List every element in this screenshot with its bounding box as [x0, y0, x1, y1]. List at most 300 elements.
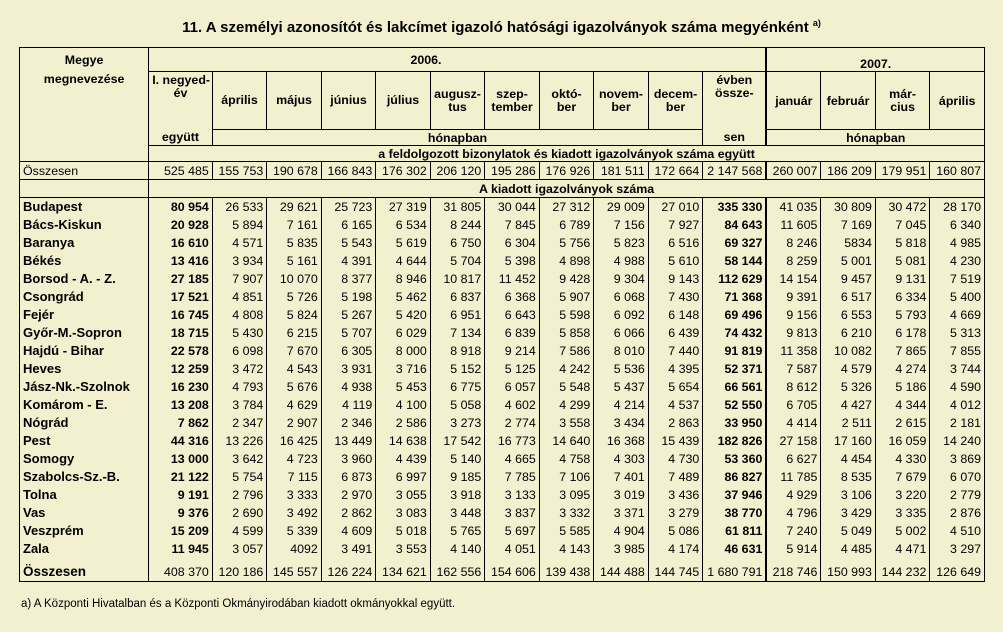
- header-honapban-2006: hónapban: [212, 130, 703, 146]
- value-cell: 8 244: [430, 216, 485, 234]
- value-cell: 5 756: [539, 234, 594, 252]
- value-cell: 66 561: [703, 378, 767, 396]
- value-cell: 155 753: [212, 162, 267, 180]
- value-cell: 6 839: [485, 324, 540, 342]
- value-cell: 4 174: [648, 540, 703, 558]
- value-cell: 7 156: [594, 216, 649, 234]
- value-cell: 525 485: [149, 162, 213, 180]
- table-row: [20, 342, 985, 360]
- value-cell: 26 533: [212, 198, 267, 216]
- value-cell: 4 602: [485, 396, 540, 414]
- value-cell: 11 605: [766, 216, 821, 234]
- header-year-2006-end: [703, 48, 767, 72]
- value-cell: 44 316: [149, 432, 213, 450]
- value-cell: 6 553: [821, 306, 876, 324]
- value-cell: 7 240: [766, 522, 821, 540]
- value-cell: 8 535: [821, 468, 876, 486]
- header-month-2007-apr: április: [930, 72, 985, 130]
- header-month-2006-sep: szep- tember: [485, 72, 540, 130]
- value-cell: 4 414: [766, 414, 821, 432]
- row-label: Csongrád: [20, 288, 149, 306]
- value-cell: 5 186: [875, 378, 930, 396]
- value-cell: 4 808: [212, 306, 267, 324]
- value-cell: 4 669: [930, 306, 985, 324]
- value-cell: 5 437: [594, 378, 649, 396]
- value-cell: 5 754: [212, 468, 267, 486]
- value-cell: 7 865: [875, 342, 930, 360]
- value-cell: 6 068: [594, 288, 649, 306]
- value-cell: 3 297: [930, 540, 985, 558]
- value-cell: 16 230: [149, 378, 213, 396]
- value-cell: 186 209: [821, 162, 876, 180]
- value-cell: 4 985: [930, 234, 985, 252]
- value-cell: 172 664: [648, 162, 703, 180]
- row-label: Tolna: [20, 486, 149, 504]
- value-cell: 7 785: [485, 468, 540, 486]
- value-cell: 16 368: [594, 432, 649, 450]
- value-cell: 144 232: [875, 564, 930, 582]
- value-cell: 13 416: [149, 252, 213, 270]
- value-cell: 5 081: [875, 252, 930, 270]
- value-cell: 7 161: [267, 216, 322, 234]
- value-cell: 27 312: [539, 198, 594, 216]
- value-cell: 3 553: [376, 540, 431, 558]
- value-cell: 4 242: [539, 360, 594, 378]
- value-cell: 91 819: [703, 342, 767, 360]
- value-cell: 41 035: [766, 198, 821, 216]
- header-month-2006-oct: októ- ber: [539, 72, 594, 130]
- value-cell: 1 680 791: [703, 564, 767, 582]
- table-row: [20, 432, 985, 450]
- value-cell: 7 845: [485, 216, 540, 234]
- table-row: [20, 306, 985, 324]
- value-cell: 144 488: [594, 564, 649, 582]
- value-cell: 12 259: [149, 360, 213, 378]
- value-cell: 176 926: [539, 162, 594, 180]
- value-cell: 166 843: [321, 162, 376, 180]
- value-cell: 5 543: [321, 234, 376, 252]
- value-cell: 74 432: [703, 324, 767, 342]
- value-cell: 7 862: [149, 414, 213, 432]
- value-cell: 7 907: [212, 270, 267, 288]
- value-cell: 21 122: [149, 468, 213, 486]
- value-cell: 3 429: [821, 504, 876, 522]
- value-cell: 13 449: [321, 432, 376, 450]
- row-label: Jász-Nk.-Szolnok: [20, 378, 149, 396]
- value-cell: 3 057: [212, 540, 267, 558]
- value-cell: 5 907: [539, 288, 594, 306]
- value-cell: 126 649: [930, 564, 985, 582]
- value-cell: 4 723: [267, 450, 322, 468]
- value-cell: 8 246: [766, 234, 821, 252]
- value-cell: 7 134: [430, 324, 485, 342]
- value-cell: 9 304: [594, 270, 649, 288]
- value-cell: 6 951: [430, 306, 485, 324]
- table-row: [20, 396, 985, 414]
- value-cell: 5 420: [376, 306, 431, 324]
- value-cell: 7 106: [539, 468, 594, 486]
- value-cell: 3 491: [321, 540, 376, 558]
- value-cell: 4 609: [321, 522, 376, 540]
- value-cell: 5 326: [821, 378, 876, 396]
- value-cell: 6 789: [539, 216, 594, 234]
- value-cell: 16 425: [267, 432, 322, 450]
- value-cell: 6 092: [594, 306, 649, 324]
- value-cell: 53 360: [703, 450, 767, 468]
- value-cell: 3 055: [376, 486, 431, 504]
- value-cell: 5 707: [321, 324, 376, 342]
- header-megye: Megye: [20, 48, 149, 72]
- value-cell: 9 143: [648, 270, 703, 288]
- value-cell: 18 715: [149, 324, 213, 342]
- value-cell: 7 679: [875, 468, 930, 486]
- value-cell: 260 007: [766, 162, 821, 180]
- value-cell: 5 001: [821, 252, 876, 270]
- value-cell: 3 332: [539, 504, 594, 522]
- value-cell: 9 813: [766, 324, 821, 342]
- value-cell: 17 521: [149, 288, 213, 306]
- table-row: [20, 504, 985, 522]
- value-cell: 190 678: [267, 162, 322, 180]
- table-title: 11. A személyi azonosítót és lakcímet igazoló hatósági igazolványok száma megyénként $^{a)}$: [182, 18, 821, 36]
- value-cell: 218 746: [766, 564, 821, 582]
- value-cell: 5 654: [648, 378, 703, 396]
- value-cell: 144 745: [648, 564, 703, 582]
- table-row: [20, 360, 985, 378]
- value-cell: 4 796: [766, 504, 821, 522]
- value-cell: 5 398: [485, 252, 540, 270]
- value-cell: 2 586: [376, 414, 431, 432]
- value-cell: 162 556: [430, 564, 485, 582]
- row-label: Borsod - A. - Z.: [20, 270, 149, 288]
- value-cell: 4 471: [875, 540, 930, 558]
- table-row: [20, 324, 985, 342]
- value-cell: 9 156: [766, 306, 821, 324]
- value-cell: 46 631: [703, 540, 767, 558]
- value-cell: 13 226: [212, 432, 267, 450]
- value-cell: 2 147 568: [703, 162, 767, 180]
- value-cell: 5 894: [212, 216, 267, 234]
- value-cell: 2 511: [821, 414, 876, 432]
- table-row: [20, 414, 985, 432]
- value-cell: 27 158: [766, 432, 821, 450]
- value-cell: 71 368: [703, 288, 767, 306]
- value-cell: 2 615: [875, 414, 930, 432]
- value-cell: 5 267: [321, 306, 376, 324]
- row-label: Nógrád: [20, 414, 149, 432]
- value-cell: 22 578: [149, 342, 213, 360]
- header-month-2006-aug: augusz- tus: [430, 72, 485, 130]
- value-cell: 11 358: [766, 342, 821, 360]
- value-cell: 16 773: [485, 432, 540, 450]
- value-cell: 52 371: [703, 360, 767, 378]
- value-cell: 4 330: [875, 450, 930, 468]
- value-cell: 13 000: [149, 450, 213, 468]
- header-month-2006-may: május: [267, 72, 322, 130]
- value-cell: 9 131: [875, 270, 930, 288]
- data-table: [19, 47, 985, 582]
- row-label: Veszprém: [20, 522, 149, 540]
- value-cell: 8 918: [430, 342, 485, 360]
- row-label: Baranya: [20, 234, 149, 252]
- value-cell: 6 627: [766, 450, 821, 468]
- value-cell: 16 745: [149, 306, 213, 324]
- value-cell: 13 208: [149, 396, 213, 414]
- value-cell: 3 083: [376, 504, 431, 522]
- value-cell: 4 938: [321, 378, 376, 396]
- value-cell: 6 305: [321, 342, 376, 360]
- value-cell: 4 230: [930, 252, 985, 270]
- value-cell: 408 370: [149, 564, 213, 582]
- row-label: Összesen: [20, 564, 149, 582]
- value-cell: 6 750: [430, 234, 485, 252]
- value-cell: 3 558: [539, 414, 594, 432]
- value-cell: 6 997: [376, 468, 431, 486]
- row-label: Békés: [20, 252, 149, 270]
- value-cell: 5 793: [875, 306, 930, 324]
- value-cell: 2 796: [212, 486, 267, 504]
- value-cell: 6 215: [267, 324, 322, 342]
- value-cell: 5 313: [930, 324, 985, 342]
- value-cell: 11 452: [485, 270, 540, 288]
- value-cell: 4 629: [267, 396, 322, 414]
- value-cell: 5 548: [539, 378, 594, 396]
- header-month-2007-mar: már- cius: [875, 72, 930, 130]
- value-cell: 4092: [267, 540, 322, 558]
- table-row: [20, 234, 985, 252]
- value-cell: 6 516: [648, 234, 703, 252]
- value-cell: 9 376: [149, 504, 213, 522]
- value-cell: 9 191: [149, 486, 213, 504]
- value-cell: 5 339: [267, 522, 322, 540]
- value-cell: 120 186: [212, 564, 267, 582]
- value-cell: 4 851: [212, 288, 267, 306]
- value-cell: 3 335: [875, 504, 930, 522]
- value-cell: 7 587: [766, 360, 821, 378]
- value-cell: 8 946: [376, 270, 431, 288]
- table-row: [20, 198, 985, 216]
- value-cell: 5 536: [594, 360, 649, 378]
- value-cell: 4 119: [321, 396, 376, 414]
- value-cell: 4 395: [648, 360, 703, 378]
- value-cell: 4 537: [648, 396, 703, 414]
- value-cell: 9 391: [766, 288, 821, 306]
- value-cell: 11 785: [766, 468, 821, 486]
- value-cell: 4 730: [648, 450, 703, 468]
- value-cell: 206 120: [430, 162, 485, 180]
- total-processed-row: [20, 162, 985, 180]
- value-cell: 5 002: [875, 522, 930, 540]
- value-cell: 69 496: [703, 306, 767, 324]
- value-cell: 37 946: [703, 486, 767, 504]
- value-cell: 112 629: [703, 270, 767, 288]
- value-cell: 14 638: [376, 432, 431, 450]
- value-cell: 3 448: [430, 504, 485, 522]
- value-cell: 150 993: [821, 564, 876, 582]
- value-cell: 15 209: [149, 522, 213, 540]
- value-cell: 2 347: [212, 414, 267, 432]
- header-month-2007-feb: február: [821, 72, 876, 130]
- header-ev: évben össze-: [703, 72, 767, 130]
- value-cell: 7 115: [267, 468, 322, 486]
- value-cell: 27 185: [149, 270, 213, 288]
- value-cell: 6 066: [594, 324, 649, 342]
- value-cell: 4 571: [212, 234, 267, 252]
- value-cell: 195 286: [485, 162, 540, 180]
- row-label: Vas: [20, 504, 149, 522]
- table-row: [20, 468, 985, 486]
- value-cell: 2 970: [321, 486, 376, 504]
- value-cell: 126 224: [321, 564, 376, 582]
- value-cell: 4 758: [539, 450, 594, 468]
- value-cell: 7 855: [930, 342, 985, 360]
- value-cell: 6 098: [212, 342, 267, 360]
- value-cell: 5 462: [376, 288, 431, 306]
- value-cell: 58 144: [703, 252, 767, 270]
- value-cell: 179 951: [875, 162, 930, 180]
- row-label: Komárom - E.: [20, 396, 149, 414]
- value-cell: 3 931: [321, 360, 376, 378]
- header-q1: I. negyed- év: [149, 72, 213, 130]
- value-cell: 3 436: [648, 486, 703, 504]
- value-cell: 5 610: [648, 252, 703, 270]
- value-cell: 4 793: [212, 378, 267, 396]
- value-cell: 4 904: [594, 522, 649, 540]
- value-cell: 9 214: [485, 342, 540, 360]
- value-cell: 4 590: [930, 378, 985, 396]
- value-cell: 52 550: [703, 396, 767, 414]
- total-issued-row: [20, 564, 985, 582]
- value-cell: 4 929: [766, 486, 821, 504]
- table-row: [20, 252, 985, 270]
- value-cell: 5 125: [485, 360, 540, 378]
- caption-blank: [20, 180, 149, 198]
- value-cell: 4 051: [485, 540, 540, 558]
- value-cell: 4 012: [930, 396, 985, 414]
- value-cell: 3 918: [430, 486, 485, 504]
- value-cell: 17 542: [430, 432, 485, 450]
- value-cell: 5 858: [539, 324, 594, 342]
- value-cell: 6 148: [648, 306, 703, 324]
- value-cell: 7 670: [267, 342, 322, 360]
- value-cell: 5 453: [376, 378, 431, 396]
- value-cell: 5 152: [430, 360, 485, 378]
- value-cell: 3 333: [267, 486, 322, 504]
- row-label: Hajdú - Bihar: [20, 342, 149, 360]
- value-cell: 139 438: [539, 564, 594, 582]
- value-cell: 4 344: [875, 396, 930, 414]
- value-cell: 5 018: [376, 522, 431, 540]
- caption-processed: a feldolgozott bizonylatok és kiadott igazolványok száma együtt: [149, 146, 985, 162]
- value-cell: 4 274: [875, 360, 930, 378]
- value-cell: 6 178: [875, 324, 930, 342]
- table-row: [20, 270, 985, 288]
- value-cell: 3 934: [212, 252, 267, 270]
- value-cell: 145 557: [267, 564, 322, 582]
- value-cell: 29 621: [267, 198, 322, 216]
- value-cell: 25 723: [321, 198, 376, 216]
- row-label: Pest: [20, 432, 149, 450]
- value-cell: 3 095: [539, 486, 594, 504]
- value-cell: 14 240: [930, 432, 985, 450]
- header-month-2006-jun: június: [321, 72, 376, 130]
- table-row: [20, 486, 985, 504]
- value-cell: 154 606: [485, 564, 540, 582]
- value-cell: 10 070: [267, 270, 322, 288]
- value-cell: 5 619: [376, 234, 431, 252]
- value-cell: 6 070: [930, 468, 985, 486]
- value-cell: 335 330: [703, 198, 767, 216]
- value-cell: 16 610: [149, 234, 213, 252]
- value-cell: 4 439: [376, 450, 431, 468]
- value-cell: 182 826: [703, 432, 767, 450]
- value-cell: 4 988: [594, 252, 649, 270]
- header-megye-4: [20, 146, 149, 162]
- caption-issued: A kiadott igazolványok száma: [149, 180, 985, 198]
- value-cell: 5 823: [594, 234, 649, 252]
- value-cell: 6 368: [485, 288, 540, 306]
- value-cell: 6 643: [485, 306, 540, 324]
- value-cell: 5 049: [821, 522, 876, 540]
- value-cell: 4 140: [430, 540, 485, 558]
- value-cell: 5834: [821, 234, 876, 252]
- value-cell: 4 299: [539, 396, 594, 414]
- value-cell: 7 927: [648, 216, 703, 234]
- value-cell: 30 809: [821, 198, 876, 216]
- value-cell: 84 643: [703, 216, 767, 234]
- header-month-2006-nov: novem- ber: [594, 72, 649, 130]
- value-cell: 5 598: [539, 306, 594, 324]
- value-cell: 6 304: [485, 234, 540, 252]
- caption-issued-row: [20, 180, 985, 198]
- row-label: Szabolcs-Sz.-B.: [20, 468, 149, 486]
- value-cell: 7 586: [539, 342, 594, 360]
- value-cell: 6 534: [376, 216, 431, 234]
- value-cell: 7 489: [648, 468, 703, 486]
- value-cell: 2 774: [485, 414, 540, 432]
- value-cell: 20 928: [149, 216, 213, 234]
- value-cell: 5 697: [485, 522, 540, 540]
- value-cell: 9 185: [430, 468, 485, 486]
- value-cell: 15 439: [648, 432, 703, 450]
- value-cell: 30 044: [485, 198, 540, 216]
- value-cell: 3 273: [430, 414, 485, 432]
- header-honapban-2007: hónapban: [766, 130, 984, 146]
- value-cell: 11 945: [149, 540, 213, 558]
- value-cell: 4 427: [821, 396, 876, 414]
- value-cell: 5 726: [267, 288, 322, 306]
- value-cell: 4 510: [930, 522, 985, 540]
- value-cell: 8 010: [594, 342, 649, 360]
- value-cell: 28 170: [930, 198, 985, 216]
- footnote: a) A Központi Hivatalban és a Központi Okmányirodában kiadott okmányokkal együtt.: [21, 598, 456, 610]
- value-cell: 5 058: [430, 396, 485, 414]
- row-label: Győr-M.-Sopron: [20, 324, 149, 342]
- value-cell: 6 705: [766, 396, 821, 414]
- value-cell: 3 744: [930, 360, 985, 378]
- value-cell: 3 642: [212, 450, 267, 468]
- value-cell: 8 612: [766, 378, 821, 396]
- value-cell: 7 045: [875, 216, 930, 234]
- title-footnote-marker: a): [812, 18, 821, 28]
- value-cell: 10 082: [821, 342, 876, 360]
- value-cell: 6 517: [821, 288, 876, 306]
- table-row: [20, 378, 985, 396]
- value-cell: 5 824: [267, 306, 322, 324]
- value-cell: 6 439: [648, 324, 703, 342]
- value-cell: 61 811: [703, 522, 767, 540]
- value-cell: 16 059: [875, 432, 930, 450]
